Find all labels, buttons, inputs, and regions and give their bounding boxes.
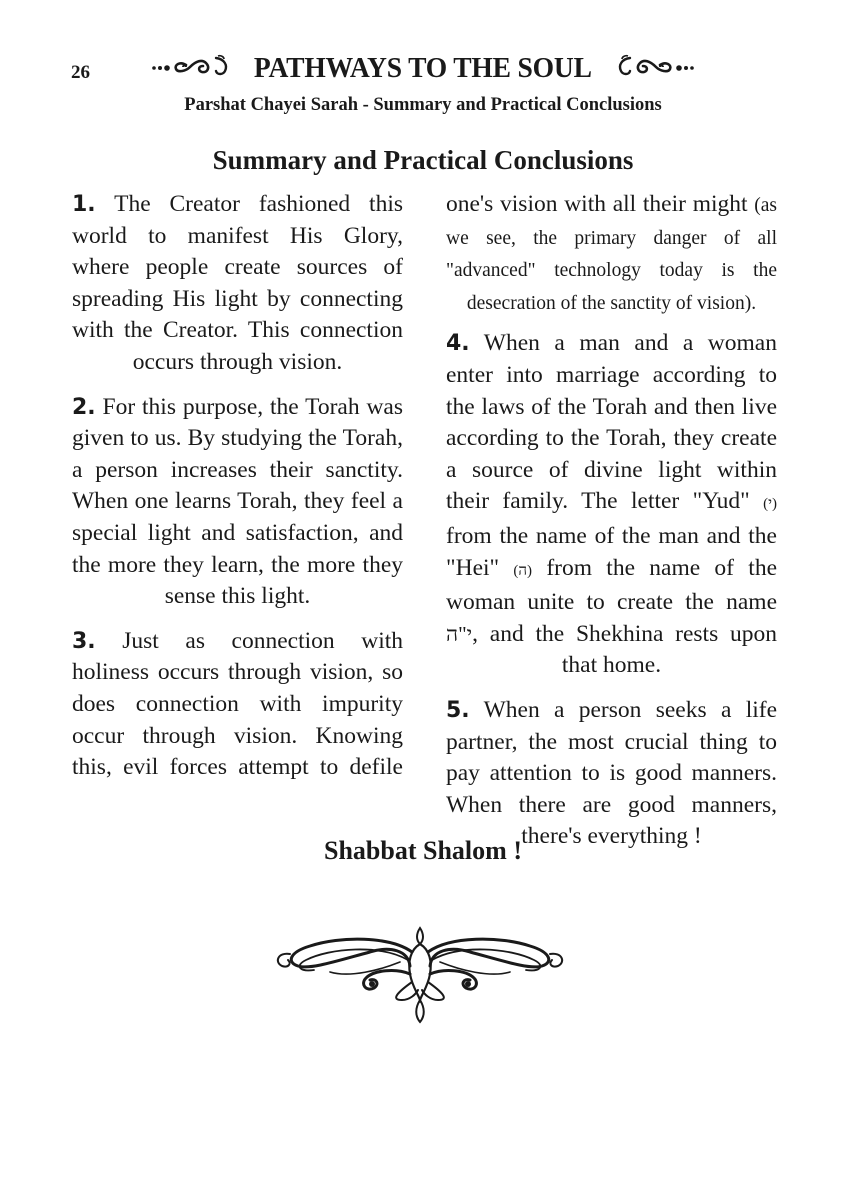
item-number: 4.: [446, 331, 470, 357]
summary-item-3: [72, 626, 403, 784]
chapter-subtitle: Parshat Chayei Sarah - Summary and Practical Conclusions: [184, 95, 662, 115]
item-text: When a man and a woman enter into marriage according to the laws of the Torah and then live according to the Torah, they create a source of divine light within their family. The letter "Yud": [446, 330, 777, 515]
scroll-flourish-right-icon: [608, 52, 696, 85]
summary-item-3-continued: [446, 189, 777, 319]
item-note: (as we see, the primary danger of all "advanced" technology today is the desecration of the sanctity of vision).: [446, 195, 777, 314]
book-title: PATHWAYS TO THE SOUL: [254, 51, 592, 84]
hebrew-letter-hei: (ה): [513, 562, 533, 579]
item-text: When a person seeks a life partner, the most crucial thing to pay attention to is good manners. When there are good manners, there's everything !: [446, 696, 778, 850]
item-text: , and the Shekhina rests upon that home.: [472, 620, 777, 679]
item-text: For this purpose, the Torah was given to us. By studying the Torah, a person increases their sanctity. When one learns Torah, they feel a special light and satisfaction, and the more they learn, the more they sense this light.: [72, 393, 403, 610]
running-head: [128, 50, 718, 85]
section-title: Summary and Practical Conclusions: [212, 145, 634, 175]
page-number: 26: [71, 62, 90, 83]
left-column: [72, 189, 403, 797]
summary-item-1: [72, 189, 403, 379]
item-text: from the name of the woman unite to create the name: [446, 554, 777, 616]
hebrew-name: י"ה: [446, 621, 473, 646]
item-number: 2.: [72, 394, 96, 420]
summary-item-2: [72, 392, 403, 613]
item-number: 3.: [72, 628, 96, 654]
item-text: from the name of the man and the "Hei": [446, 522, 777, 581]
summary-item-4: [446, 328, 777, 682]
item-text-continued: one's vision with all their might: [446, 191, 748, 217]
closing-greeting: Shabbat Shalom !: [324, 836, 522, 865]
item-text: Just as connection with holiness occurs through vision, so does connection with impurity occur through vision. Knowing this, evil forces attempt to defile: [72, 627, 403, 781]
hebrew-letter-yud: (י): [763, 496, 777, 513]
item-number: 5.: [446, 697, 470, 723]
right-column: [446, 189, 777, 866]
item-number: 1.: [72, 192, 96, 217]
calligraphic-ornament-icon: [270, 922, 570, 1026]
item-text: The Creator fashioned this world to manifest His Glory, where people create sources of spreading His light by connecting with the Creator. This connection occurs through vision.: [72, 191, 403, 375]
summary-item-5: [446, 695, 777, 853]
scroll-flourish-left-icon: [150, 52, 238, 85]
